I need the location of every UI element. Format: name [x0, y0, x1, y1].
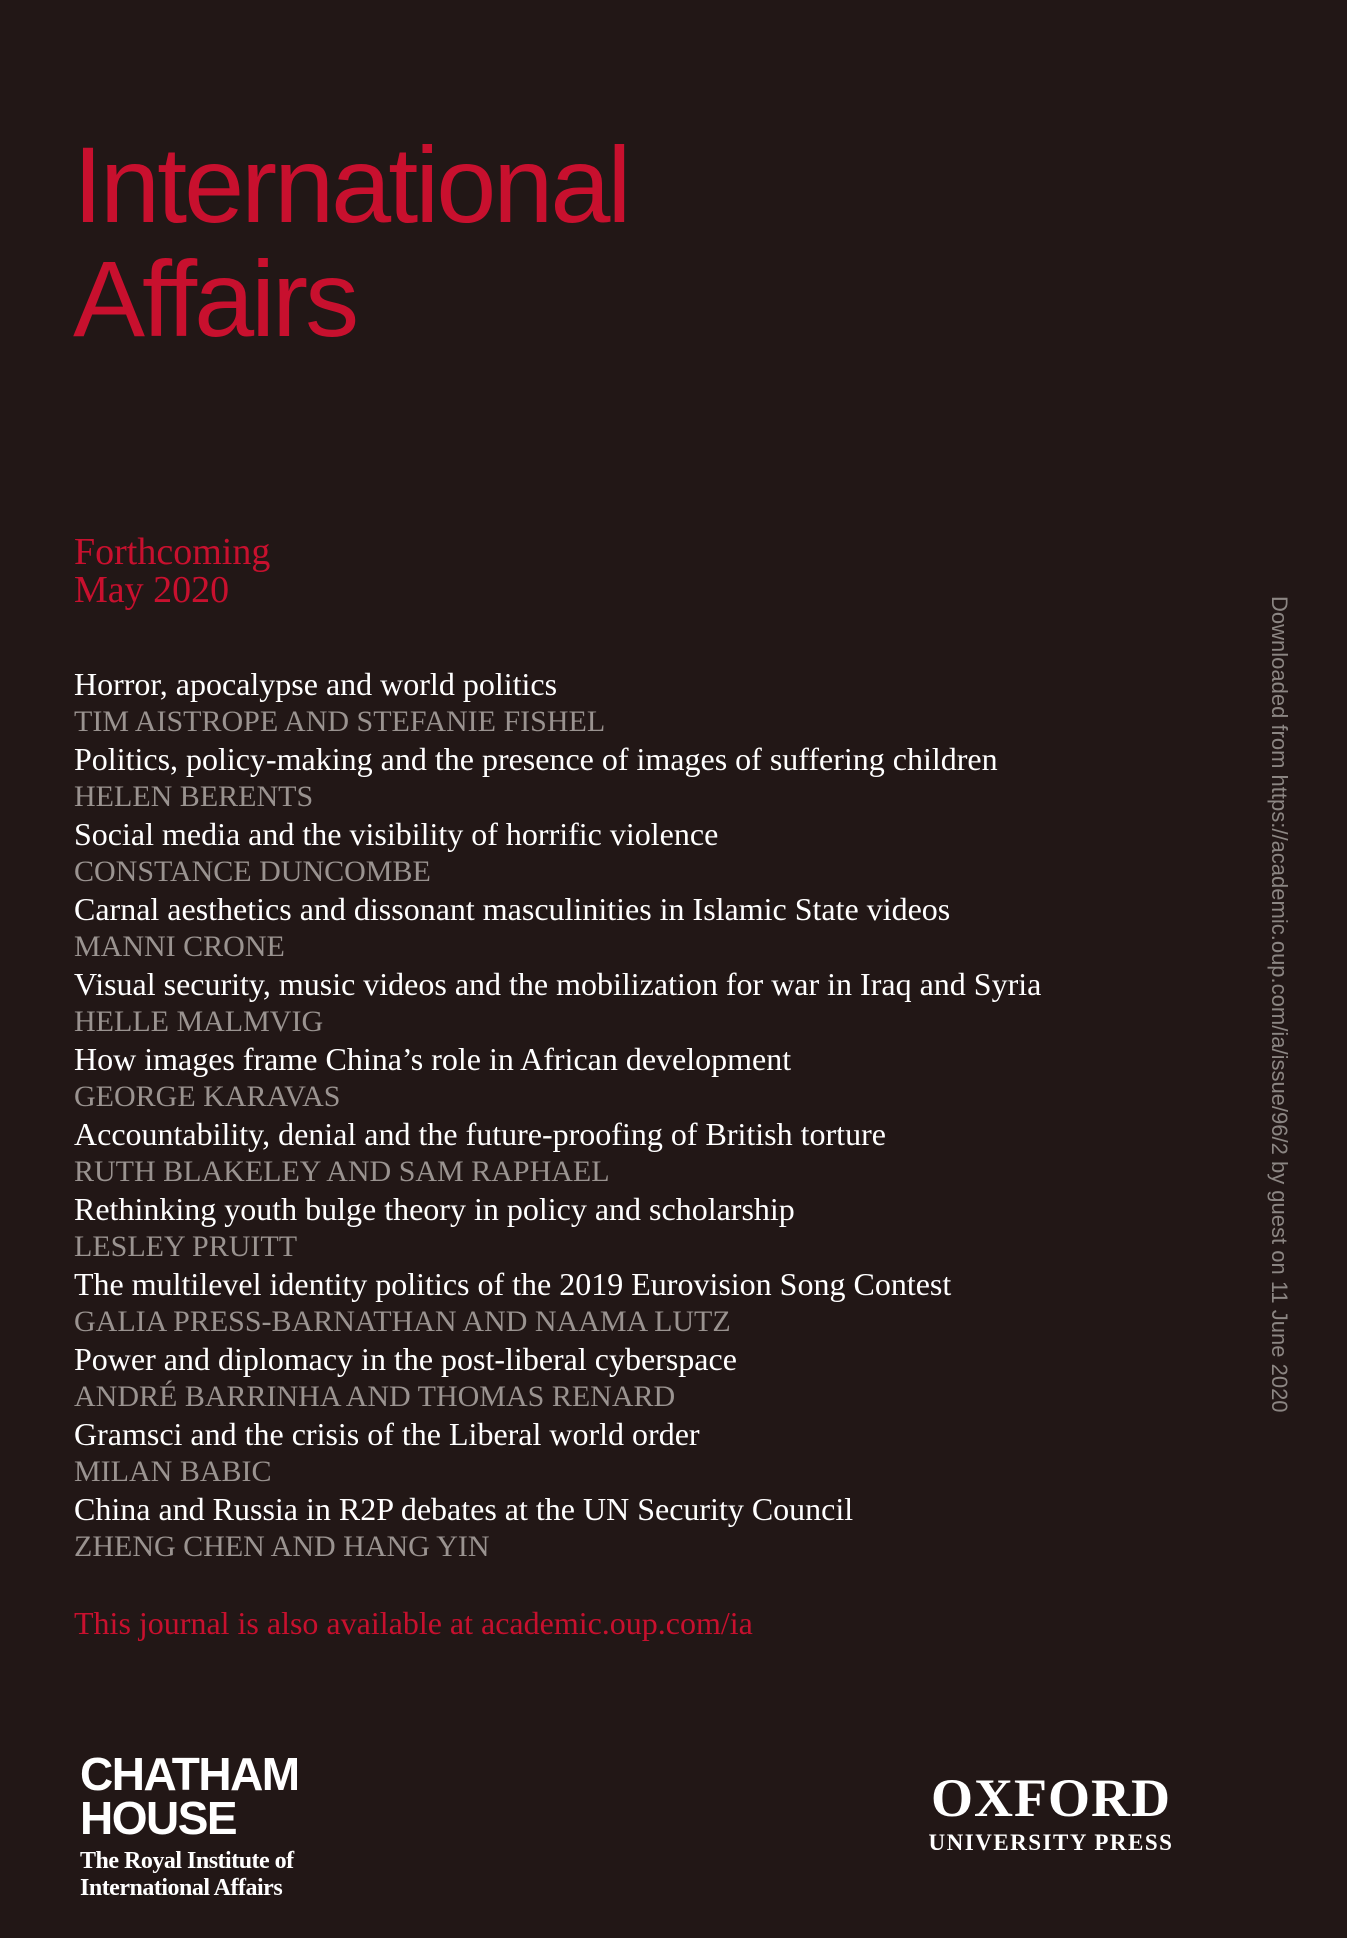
journal-title-line2: Affairs: [73, 238, 357, 359]
list-item: [74, 740, 1194, 815]
article-authors: GALIA PRESS-BARNATHAN AND NAAMA LUTZ: [74, 1305, 731, 1338]
article-title: China and Russia in R2P debates at the UN Security Council: [74, 1491, 854, 1527]
forthcoming-heading: [74, 533, 270, 609]
list-item: [74, 1190, 1194, 1265]
download-watermark: Downloaded from https://academic.oup.com/ia/issue/96/2 by guest on 11 June 2020: [1267, 596, 1292, 1413]
list-item: [74, 1340, 1194, 1415]
chatham-house-logo: [80, 1748, 340, 1902]
article-authors: LESLEY PRUITT: [74, 1230, 298, 1263]
list-item: [74, 1115, 1194, 1190]
article-authors: CONSTANCE DUNCOMBE: [74, 855, 431, 888]
journal-title: [73, 124, 629, 359]
article-authors: HELEN BERENTS: [74, 780, 314, 813]
article-authors: TIM AISTROPE AND STEFANIE FISHEL: [74, 705, 606, 738]
article-authors: MILAN BABIC: [74, 1455, 272, 1488]
article-title: Social media and the visibility of horrific violence: [74, 816, 719, 852]
article-title: Politics, policy-making and the presence of images of suffering children: [74, 741, 998, 777]
oxford-university-press-logo: [916, 1770, 1186, 1856]
article-title: Gramsci and the crisis of the Liberal world order: [74, 1416, 700, 1452]
oxford-name: OXFORD: [931, 1768, 1171, 1828]
article-authors: HELLE MALMVIG: [74, 1005, 324, 1038]
article-authors: ZHENG CHEN AND HANG YIN: [74, 1530, 490, 1563]
article-title: Horror, apocalypse and world politics: [74, 666, 558, 702]
list-item: [74, 890, 1194, 965]
chatham-house-sub-line2: International Affairs: [80, 1875, 283, 1901]
article-title: How images frame China’s role in African development: [74, 1041, 792, 1077]
article-authors: ANDRÉ BARRINHA AND THOMAS RENARD: [74, 1380, 676, 1413]
article-title: Visual security, music videos and the mobilization for war in Iraq and Syria: [74, 966, 1042, 1002]
list-item: [74, 1415, 1194, 1490]
article-title: The multilevel identity politics of the 2019 Eurovision Song Contest: [74, 1266, 952, 1302]
article-authors: MANNI CRONE: [74, 930, 285, 963]
list-item: [74, 965, 1194, 1040]
chatham-house-name-line2: HOUSE: [80, 1792, 237, 1844]
article-title: Carnal aesthetics and dissonant masculinities in Islamic State videos: [74, 891, 951, 927]
list-item: [74, 815, 1194, 890]
article-list: [74, 665, 1194, 1565]
list-item: [74, 1490, 1194, 1565]
journal-title-line1: International: [73, 124, 629, 245]
article-title: Rethinking youth bulge theory in policy and scholarship: [74, 1191, 795, 1227]
list-item: [74, 665, 1194, 740]
chatham-house-name-line1: CHATHAM: [80, 1748, 299, 1800]
oxford-sub: UNIVERSITY PRESS: [928, 1830, 1174, 1855]
list-item: [74, 1040, 1194, 1115]
list-item: [74, 1265, 1194, 1340]
chatham-house-sub-line1: The Royal Institute of: [80, 1848, 294, 1874]
article-title: Accountability, denial and the future-proofing of British torture: [74, 1116, 886, 1152]
forthcoming-date: May 2020: [74, 569, 230, 611]
availability-note: This journal is also available at academic.oup.com/ia: [74, 1605, 753, 1641]
article-authors: GEORGE KARAVAS: [74, 1080, 341, 1113]
article-title: Power and diplomacy in the post-liberal cyberspace: [74, 1341, 737, 1377]
forthcoming-label: Forthcoming: [74, 531, 271, 573]
article-authors: RUTH BLAKELEY AND SAM RAPHAEL: [74, 1155, 610, 1188]
